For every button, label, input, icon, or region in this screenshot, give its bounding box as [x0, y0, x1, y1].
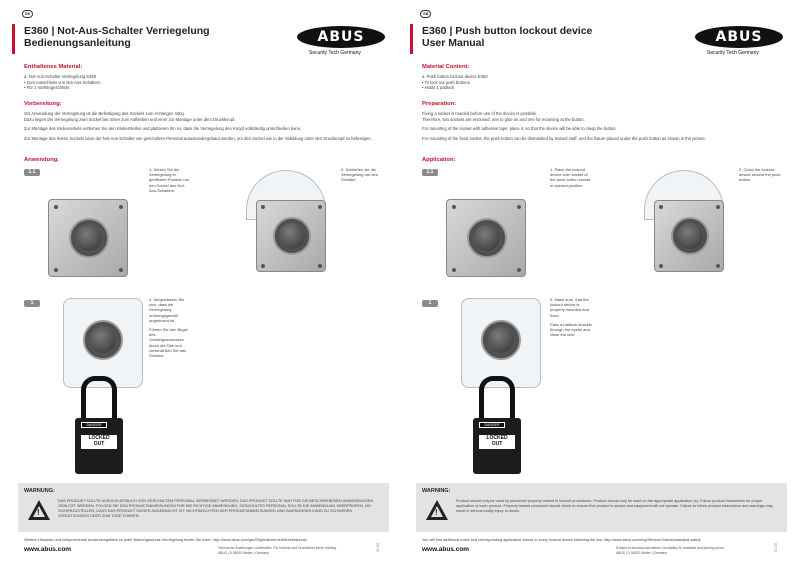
padlock-shackle	[479, 376, 515, 421]
prep-line: Fixing a socket is needed before use of the device is possible.	[422, 111, 537, 116]
abus-logo: ABUS	[297, 26, 385, 48]
step-2-note: 2. Schließen sie die Verriegelung um den Schalter.	[341, 167, 378, 183]
prep-line: Therefore, two sockets are enclosed: one to glue on and one for mounting at the button.	[422, 116, 585, 122]
title-line-1: E360 | Push button lockout device	[422, 25, 593, 37]
figure-step-1	[444, 183, 534, 283]
prep-line: Zur Montage des festen Sockels kann der Not-Aus-Schalter von geschultem Personal auseinandergebaut werden, um den Sockel wie in der Abbildung unter den Druckknopf zu befestigen.	[24, 135, 372, 141]
material-line: • Zum Ausschluss von Not-Aus-Schaltern	[24, 79, 101, 85]
warning-box: WARNING: ! Product should only be used by personnel properly trained in lockout procedures. Product should only be used on the appropriate application (s). Follow product instructions for proper application of each product. Properly trained personnel should check to ensure that product is secure and equipment will not operate. Failure to follow product instructions and warnings may result in serious bodily injury or death.	[416, 483, 787, 532]
lock-danger-tag: DANGER	[81, 422, 107, 428]
warning-text: Product should only be used by personnel properly trained in lockout procedures. Product should only be used on the appropriate application (s). Follow product instructions for proper application of each product. Properly trained personnel should check to ensure that product is secure and equipment will not operate. Failure to follow product instructions and warnings may result in serious bodily injury or death.	[456, 499, 773, 513]
website-link[interactable]: www.abus.com	[24, 546, 72, 553]
section-application-heading: Application:	[422, 157, 456, 163]
lock-label: LOCKED OUT	[81, 435, 117, 449]
abus-logo: ABUS	[695, 26, 783, 48]
version-label: V1 03	[774, 543, 778, 553]
device-base	[48, 199, 128, 277]
padlock-body	[473, 418, 521, 474]
padlock-shackle	[81, 376, 117, 421]
material-line: • To lock out push buttons	[422, 79, 470, 85]
material-line: • Holds 1 padlock	[422, 85, 455, 91]
step-3-note: 3. Vergewissern Sie sich, dass die Verriegelung ordnungsgemäß angebracht ist. Führen Sie den Bügel des Vorhängeschlosses durch die Öse und verschließen Sie das Schloss.	[149, 297, 188, 359]
language-badge: DE	[22, 10, 33, 18]
material-list	[24, 74, 384, 91]
figure-step-2	[619, 170, 729, 285]
version-label: V1 03	[376, 543, 380, 553]
figure-step-2	[221, 170, 331, 285]
lock-label: LOCKED OUT	[479, 435, 515, 449]
figure-step-1	[46, 183, 136, 283]
preparation-text	[422, 111, 782, 141]
figure-step-3	[459, 298, 549, 478]
section-application-heading: Anwendung:	[24, 157, 60, 163]
page-german	[6, 0, 398, 567]
step-badge: 1	[24, 300, 40, 307]
step-1-note: 1. Place the lockout device over socket of the push button socket in opened position.	[550, 167, 591, 188]
title-line-2: User Manual	[422, 37, 485, 49]
title-line-1: E360 | Not-Aus-Schalter Verriegelung	[24, 25, 210, 37]
footnote: Weitere Hinweise und entsprechende Anwendungsfilme zu jeder Wartungsschutz-Verriegelung finden Sie unter: http://www.abus.com/ger/Objektsicherheit/Arbeitsschutz.	[24, 538, 308, 542]
page-title	[422, 25, 592, 49]
preparation-text	[24, 111, 384, 141]
lock-danger-tag: DANGER	[479, 422, 505, 428]
logo-tagline: Security Tech Germany	[309, 50, 361, 56]
prep-line: For mounting of the fixed socket, the push button can be dismantled by trained staff, and the fixture placed under the push button as shown in the picture.	[422, 135, 706, 141]
footnote: You will find additional notes and corresponding application videos to every lockout device following the link: http://www.abus.com/eng/Service/Videos/Industrial-safety	[422, 538, 701, 542]
title-line-2: Bedienungsanleitung	[24, 37, 131, 49]
section-material-heading: Enthaltenes Material:	[24, 64, 83, 70]
figure-step-3	[61, 298, 151, 478]
section-material-heading: Material Content:	[422, 64, 470, 70]
step-3-note: 3. Make sure, that the lockout device is properly mounted and fixed. Pass a padlock shackle through the eyelet and close the lock.	[550, 297, 592, 338]
step-badge: 1.1	[422, 169, 438, 176]
section-preparation-heading: Preparation:	[422, 101, 457, 107]
warning-title: WARNUNG:	[24, 488, 55, 494]
prep-line: Vor Anwendung der Verriegelung ist die Befestigung des Sockels zum Anhängen nötig.	[24, 111, 185, 116]
material-line: • Für 1 Vorhängeschloss	[24, 85, 70, 91]
prep-line: Zur Montage des Klebesockels entfernen Sie den Klebestreifen und platzieren ihn so, dass die Verriegelung den Knopf vollständig umschließen kann.	[24, 126, 302, 132]
page-title	[24, 25, 210, 49]
step-badge: 1.1	[24, 169, 40, 176]
page-english	[404, 0, 796, 567]
padlock-body	[75, 418, 123, 474]
device-base	[446, 199, 526, 277]
warning-box: WARNUNG: ! DAS PRODUKT SOLLTE AUSSCHLIESSLICH VON GESCHULTEM PERSONAL VERWENDET WERDEN. DAS PRODUKT SOLLTE NUR FÜR DIE BESCHRIEBENEN ANWENDUNGEN GENUTZT WERDEN. FOLGEN SIE DEN PRODUKTANWEISUNGEN FÜR DIE RICHTIGE ANWENDUNG. GESCHULTES PERSONAL SOLLTE DIE ANWENDUNG ÜBERPRÜFEN, UM SICHERZUSTELLEN, DASS DAS PRODUKT SICHER ANGEBRACHT IST. NICHTBEACHTEN DER PRODUKTANWEISUNGEN UND WARNUNGEN KANN ZU SCHWEREN VERLETZUNGEN ODER ZUM TODE FÜHREN.	[18, 483, 389, 532]
device-base	[654, 200, 724, 272]
website-link[interactable]: www.abus.com	[422, 546, 470, 553]
logo-tagline: Security Tech Germany	[707, 50, 759, 56]
material-line: a. Push button lockout device E360	[422, 74, 488, 79]
section-preparation-heading: Vorbereitung:	[24, 101, 62, 107]
warning-text: DAS PRODUKT SOLLTE AUSSCHLIESSLICH VON GESCHULTEM PERSONAL VERWENDET WERDEN. DAS PRODUKT SOLLTE NUR FÜR DIE BESCHRIEBENEN ANWENDUNGEN GENUTZT WERDEN. FOLGEN SIE DEN PRODUKTANWEISUNGEN FÜR DIE RICHTIGE ANWENDUNG. GESCHULTES PERSONAL SOLLTE DIE ANWENDUNG ÜBERPRÜFEN, UM SICHERZUSTELLEN, DASS DAS PRODUKT SICHER ANGEBRACHT IST. NICHTBEACHTEN DER PRODUKTANWEISUNGEN UND WARNUNGEN KANN ZU SCHWEREN VERLETZUNGEN ODER ZUM TODE FÜHREN.	[58, 499, 374, 518]
language-badge: GB	[420, 10, 431, 18]
material-line: a. Not-Aus-Schalter Verriegelung E360	[24, 74, 97, 79]
step-1-note: 1. Setzen Sie die Verriegelung in geöffneter Position um den Sockel des Not-Aus-Schalters.	[149, 167, 189, 193]
prep-line: For mounting of the socket with adhesive tape, place it, so that the device will be able to clasp the button.	[422, 126, 617, 132]
fine-print: Subject to technical alterations. No liability for mistakes and printing errors. ABUS | D 58292 Wetter | Germany	[616, 546, 725, 555]
step-badge: 1	[422, 300, 438, 307]
title-accent-bar	[12, 24, 15, 54]
device-base	[256, 200, 326, 272]
step-2-note: 2. Close the lockout device around the push button.	[739, 167, 781, 183]
warning-title: WARNING:	[422, 488, 451, 494]
title-accent-bar	[410, 24, 413, 54]
prep-line: Dazu liegen der Verriegelung zwei Sockel bei: Einer zum Aufkleben und einer zur Montage unter dem Druckknopf.	[24, 116, 236, 122]
fine-print: Technische Änderungen vorbehalten. Für Irrtümer und Druckfehler keine Haftung. ABUS | D 58292 Wetter | Germany	[218, 546, 338, 555]
material-list	[422, 74, 782, 91]
